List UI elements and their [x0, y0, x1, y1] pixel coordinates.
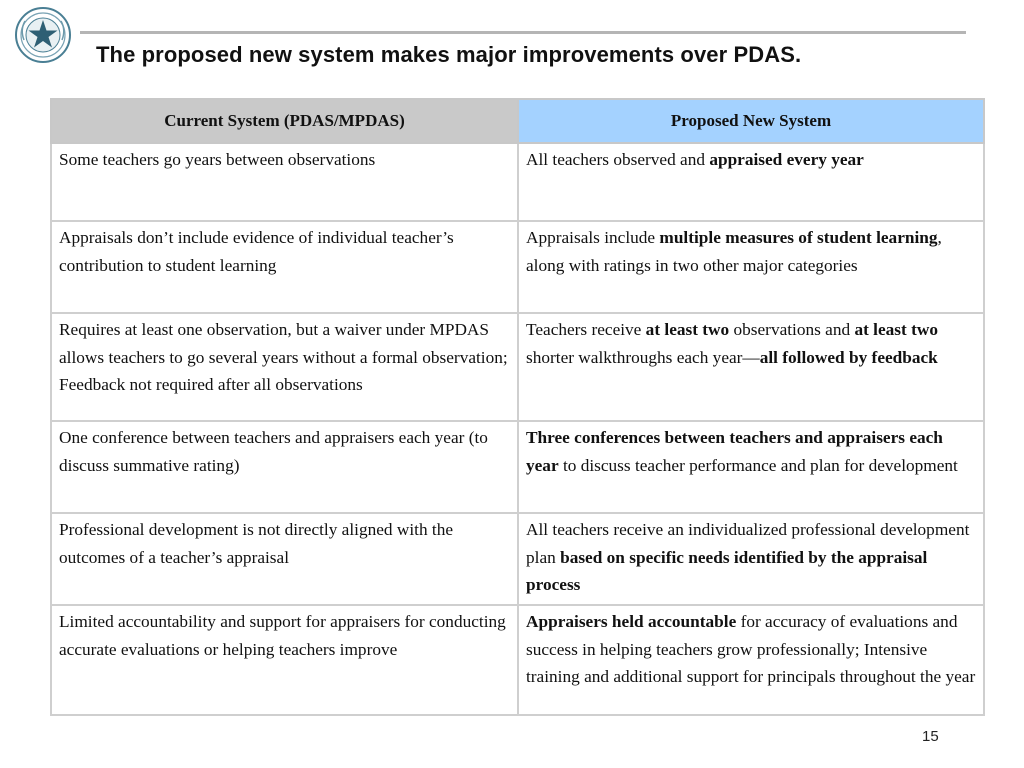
title-divider	[80, 31, 966, 34]
current-system-cell: One conference between teachers and appraisers each year (to discuss summative rating)	[51, 421, 518, 513]
table-row	[51, 313, 984, 421]
table-row	[51, 605, 984, 715]
agency-seal-logo	[14, 6, 72, 64]
emphasized-text: at least two	[854, 320, 938, 339]
table-row	[51, 221, 984, 313]
emphasized-text: Appraisers held accountable	[526, 612, 737, 631]
current-system-cell: Appraisals don’t include evidence of individual teacher’s contribution to student learning	[51, 221, 518, 313]
cell-text: shorter walkthroughs each year—	[526, 347, 760, 367]
cell-text: All teachers observed and	[526, 150, 710, 169]
current-system-cell: Limited accountability and support for appraisers for conducting accurate evaluations or helping teachers improve	[51, 605, 518, 715]
emphasized-text: based on specific needs identified by the appraisal process	[526, 547, 928, 594]
emphasized-text: multiple measures of student learning	[659, 228, 938, 247]
header-proposed-system: Proposed New System	[518, 99, 984, 143]
state-seal-star-icon	[14, 6, 72, 64]
table-header-row	[51, 99, 984, 143]
proposed-system-cell	[518, 221, 984, 313]
page-number: 15	[922, 728, 939, 745]
cell-text: , along with ratings in two other major categories	[526, 228, 942, 275]
emphasized-text: Three conferences between teachers and appraisers each year	[526, 428, 943, 475]
current-system-cell: Some teachers go years between observations	[51, 143, 518, 221]
slide-title: The proposed new system makes major improvements over PDAS.	[96, 42, 802, 67]
cell-text: Teachers receive	[526, 320, 646, 339]
table-row	[51, 143, 984, 221]
proposed-system-cell	[518, 421, 984, 513]
proposed-system-cell	[518, 513, 984, 605]
current-system-cell: Requires at least one observation, but a waiver under MPDAS allows teachers to go several years without a formal observation; Feedback not required after all observations	[51, 313, 518, 421]
cell-text: Appraisals include	[526, 228, 660, 247]
emphasized-text: appraised every year	[709, 150, 864, 169]
cell-text: for accuracy of evaluations and success in helping teachers grow professionally; Intensive training and additional support for principals throughout the year	[526, 612, 976, 686]
comparison-table	[50, 98, 985, 716]
cell-text: All teachers receive an individualized professional development plan	[526, 520, 970, 567]
table-row	[51, 513, 984, 605]
current-system-cell: Professional development is not directly aligned with the outcomes of a teacher’s appraisal	[51, 513, 518, 605]
proposed-system-cell	[518, 143, 984, 221]
proposed-system-cell	[518, 605, 984, 715]
table-row	[51, 421, 984, 513]
header-current-system: Current System (PDAS/MPDAS)	[51, 99, 518, 143]
proposed-system-cell	[518, 313, 984, 421]
emphasized-text: all followed by feedback	[759, 347, 938, 367]
cell-text: to discuss teacher performance and plan for development	[558, 455, 958, 475]
emphasized-text: at least two	[645, 320, 730, 339]
cell-text: observations and	[729, 320, 855, 339]
